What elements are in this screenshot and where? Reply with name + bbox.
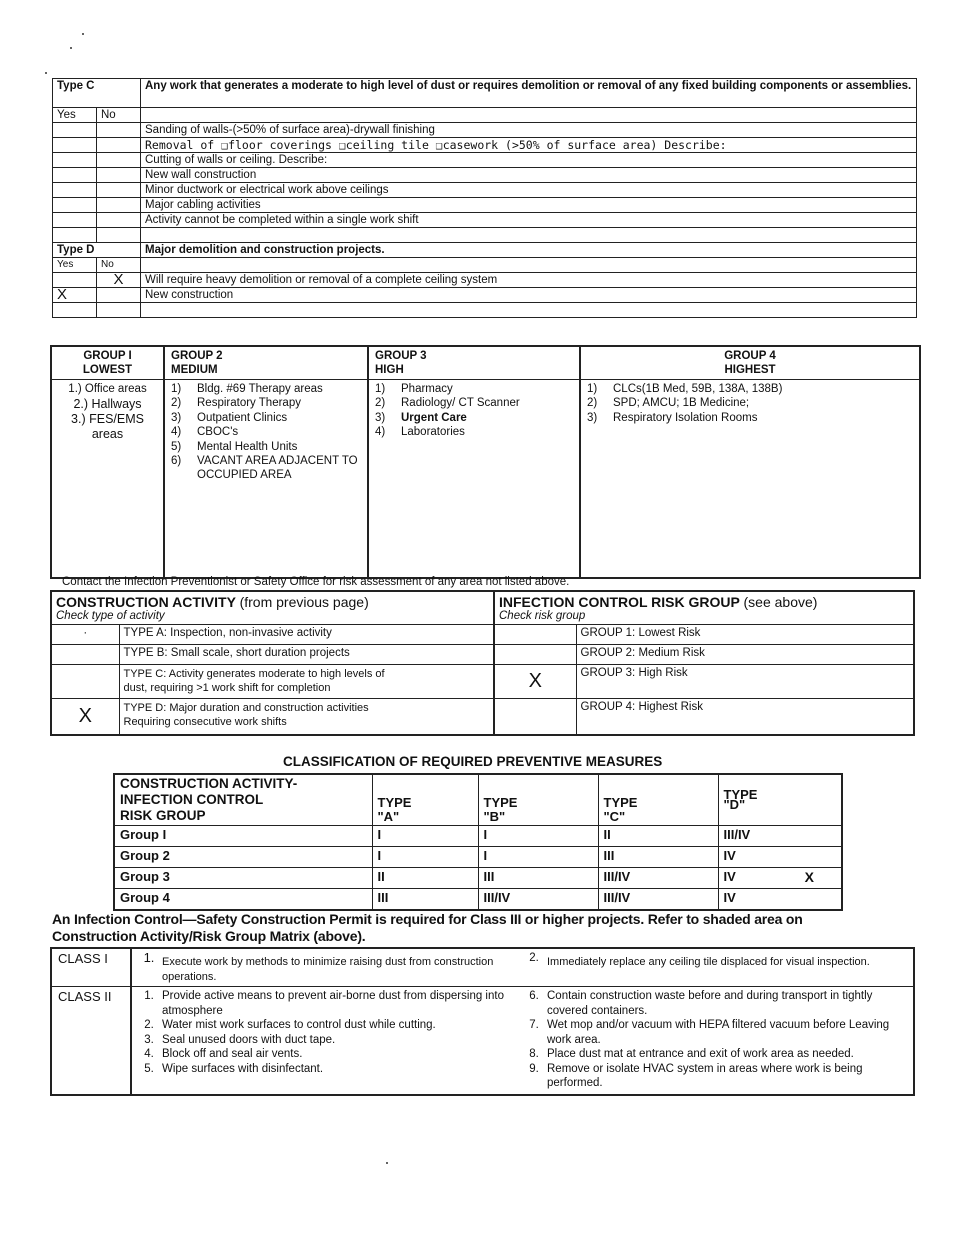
class-2-item: 2. Water mist work surfaces to control dust while cutting.	[144, 1019, 436, 1031]
risk-group-title: INFECTION CONTROL RISK GROUP	[499, 594, 740, 610]
type-d-label: TYPE D: Major duration and construction activities Requiring consecutive work shifts	[119, 699, 494, 735]
risk-groups-table	[50, 345, 921, 579]
type-d-checkbox[interactable]: X	[51, 699, 119, 735]
activity-type-table	[52, 78, 917, 318]
group-1-title: GROUP I	[83, 350, 132, 362]
matrix-cell: III	[478, 868, 598, 889]
class-2-item: 7. Wet mop and/or vacuum with HEPA filtered vacuum before Leaving work area.	[529, 1019, 890, 1046]
matrix-cell: IV	[718, 889, 842, 911]
type-d-item: Will require heavy demolition or removal of a complete ceiling system	[141, 273, 917, 288]
class-1-item: 2. Immediately replace any ceiling tile displaced for visual inspection.	[529, 952, 870, 968]
type-d-item: New construction	[141, 288, 917, 303]
group-2-title: GROUP 2	[171, 350, 223, 362]
type-c-item: Removal of ❑floor coverings ❑ceiling tile ❑casework (>50% of surface area) Describe:	[141, 138, 917, 153]
matrix-cell: I	[478, 847, 598, 868]
group-1-item: 3.) FES/EMS	[71, 412, 144, 426]
matrix-cell: I	[478, 826, 598, 847]
group-2-item: 3) Outpatient Clinics	[171, 411, 288, 424]
group-1-item: areas	[91, 427, 124, 441]
type-a-checkbox[interactable]: ·	[51, 625, 119, 645]
yes-checkbox[interactable]: X	[53, 288, 97, 303]
matrix-cell: III/IV	[598, 889, 718, 911]
type-c-item: Minor ductwork or electrical work above ceilings	[141, 183, 917, 198]
class-2-label: CLASS II	[51, 987, 131, 1096]
group-4-title: GROUP 4	[724, 350, 776, 362]
group-2-label: GROUP 2: Medium Risk	[576, 645, 914, 665]
matrix-header-type-d: TYPE "D"	[718, 774, 842, 826]
type-c-item: Activity cannot be completed within a single work shift	[141, 213, 917, 228]
scan-speck	[82, 33, 84, 35]
matrix-cell: III	[372, 889, 478, 911]
activity-subtitle: Check type of activity	[56, 610, 165, 622]
type-b-label: TYPE B: Small scale, short duration projects	[119, 645, 494, 665]
group-2-item: 4) CBOC's	[171, 426, 239, 439]
matrix-cell: III/IV	[718, 826, 842, 847]
group-2-item: 1) Bldg. #69 Therapy areas	[171, 383, 323, 395]
matrix-header-type-a: TYPE "A"	[372, 774, 478, 826]
group-3-item: 3) Urgent Care	[375, 411, 467, 424]
group-4-checkbox[interactable]	[494, 699, 576, 735]
matrix-row	[114, 889, 842, 911]
group-4-item: 3) Respiratory Isolation Rooms	[587, 411, 758, 424]
matrix-cell: IV X	[718, 868, 842, 889]
scan-speck	[386, 1162, 388, 1164]
class-2-item: 5. Wipe surfaces with disinfectant.	[144, 1062, 324, 1075]
scan-speck	[45, 72, 47, 74]
matrix-row	[114, 868, 842, 889]
type-c-item: Cutting of walls or ceiling. Describe:	[141, 153, 917, 168]
matrix-row	[114, 847, 842, 868]
group-3-checkbox[interactable]: X	[494, 665, 576, 699]
classification-title: CLASSIFICATION OF REQUIRED PREVENTIVE MEASURES	[283, 754, 663, 769]
matrix-cell: I	[372, 847, 478, 868]
matrix-group-label: Group 3	[114, 868, 372, 889]
class-2-item: 6. Contain construction waste before and during transport in tightly covered containers.	[529, 990, 873, 1017]
no-checkbox[interactable]: X	[97, 273, 141, 288]
class-2-item: 8. Place dust mat at entrance and exit of work area as needed.	[529, 1048, 854, 1060]
class-1-label: CLASS I	[51, 948, 131, 987]
yes-header: Yes	[53, 108, 97, 123]
group-2-item: 5) Mental Health Units	[171, 440, 298, 453]
no-checkbox[interactable]	[97, 288, 141, 303]
matrix-group-label: Group 4	[114, 889, 372, 911]
type-b-checkbox[interactable]	[51, 645, 119, 665]
type-d-description: Major demolition and construction projects.	[141, 243, 917, 258]
matrix-row	[114, 826, 842, 847]
type-c-label: TYPE C: Activity generates moderate to high levels of dust, requiring >1 work shift for completion	[119, 665, 494, 699]
matrix-cell: II	[372, 868, 478, 889]
activity-title: CONSTRUCTION ACTIVITY	[56, 594, 236, 610]
matrix-group-label: Group I	[114, 826, 372, 847]
group-1-item: 1.) Office areas	[68, 383, 147, 395]
matrix-cell: IV	[718, 847, 842, 868]
matrix-header-group: CONSTRUCTION ACTIVITY- INFECTION CONTROL RISK GROUP	[114, 774, 372, 826]
spacer-cell	[141, 108, 917, 123]
risk-group-title-suffix: (see above)	[743, 594, 818, 610]
risk-group-subtitle: Check risk group	[499, 610, 586, 622]
class-2-item: 3. Seal unused doors with duct tape.	[144, 1033, 336, 1046]
type-c-item: Major cabling activities	[141, 198, 917, 213]
classification-matrix	[113, 773, 843, 911]
activity-risk-selection-table	[50, 590, 915, 736]
matrix-cell: I	[372, 826, 478, 847]
group-3-item: 1) Pharmacy	[375, 383, 453, 395]
group-1-label: GROUP 1: Lowest Risk	[576, 625, 914, 645]
class-2-item: 9. Remove or isolate HVAC system in areas where work is being performed.	[529, 1062, 863, 1089]
group-3-item: 2) Radiology/ CT Scanner	[375, 397, 520, 410]
type-a-label: TYPE A: Inspection, non-invasive activity	[119, 625, 494, 645]
group-2-item: 6) VACANT AREA ADJACENT TO	[171, 455, 358, 468]
class-1-item: 1. Execute work by methods to minimize raising dust from construction operations.	[143, 950, 494, 983]
matrix-cell: III/IV	[598, 868, 718, 889]
type-c-checkbox[interactable]	[51, 665, 119, 699]
no-header: No	[97, 108, 141, 123]
yes-header: Yes	[53, 258, 97, 273]
group-4-item: 2) SPD; AMCU; 1B Medicine;	[587, 397, 750, 410]
contact-note: Contact the Infection Preventionist or Safety Office for risk assessment of any area not listed above.	[62, 576, 570, 588]
type-d-label: Type D	[53, 243, 141, 258]
matrix-group-label: Group 2	[114, 847, 372, 868]
group-2-item: OCCUPIED AREA	[197, 469, 292, 482]
group-4-item: 1) CLCs(1B Med, 59B, 138A, 138B)	[587, 383, 783, 395]
type-c-description: Any work that generates a moderate to high level of dust or requires demolition or removal of any fixed building components or assemblies.	[141, 79, 917, 108]
type-c-item: New wall construction	[141, 168, 917, 183]
class-2-item: 1. Provide active means to prevent air-borne dust from dispersing into atmosphere	[144, 990, 504, 1017]
group-3-title: GROUP 3	[375, 350, 427, 362]
group-4-label: GROUP 4: Highest Risk	[576, 699, 914, 735]
group-4-level: HIGHEST	[724, 364, 776, 376]
class-2-item: 4. Block off and seal air vents.	[144, 1048, 303, 1060]
scan-speck	[70, 47, 72, 49]
class-measures-table	[50, 947, 915, 1096]
matrix-header-type-b: TYPE "B"	[478, 774, 598, 826]
group-3-label: GROUP 3: High Risk	[576, 665, 914, 699]
group-2-checkbox[interactable]	[494, 645, 576, 665]
matrix-cell: II	[598, 826, 718, 847]
group-1-level: LOWEST	[82, 364, 133, 376]
group-1-item: 2.) Hallways	[73, 397, 142, 411]
group-2-item: 2) Respiratory Therapy	[171, 397, 301, 410]
matrix-header-type-c: TYPE "C"	[598, 774, 718, 826]
group-3-item: 4) Laboratories	[375, 426, 465, 439]
type-c-label: Type C	[53, 79, 141, 108]
permit-note: An Infection Control—Safety Construction Permit is required for Class III or higher projects. Refer to shaded area on Construction Activity/Risk Group Matrix (above).	[52, 911, 803, 944]
matrix-selected-mark: X	[804, 869, 814, 885]
activity-title-suffix: (from previous page)	[239, 594, 369, 610]
no-header: No	[97, 258, 141, 273]
matrix-cell: III/IV	[478, 889, 598, 911]
group-3-level: HIGH	[375, 364, 404, 376]
group-2-level: MEDIUM	[171, 364, 218, 376]
type-c-item: Sanding of walls-(>50% of surface area)-drywall finishing	[141, 123, 917, 138]
group-1-checkbox[interactable]	[494, 625, 576, 645]
matrix-cell: III	[598, 847, 718, 868]
